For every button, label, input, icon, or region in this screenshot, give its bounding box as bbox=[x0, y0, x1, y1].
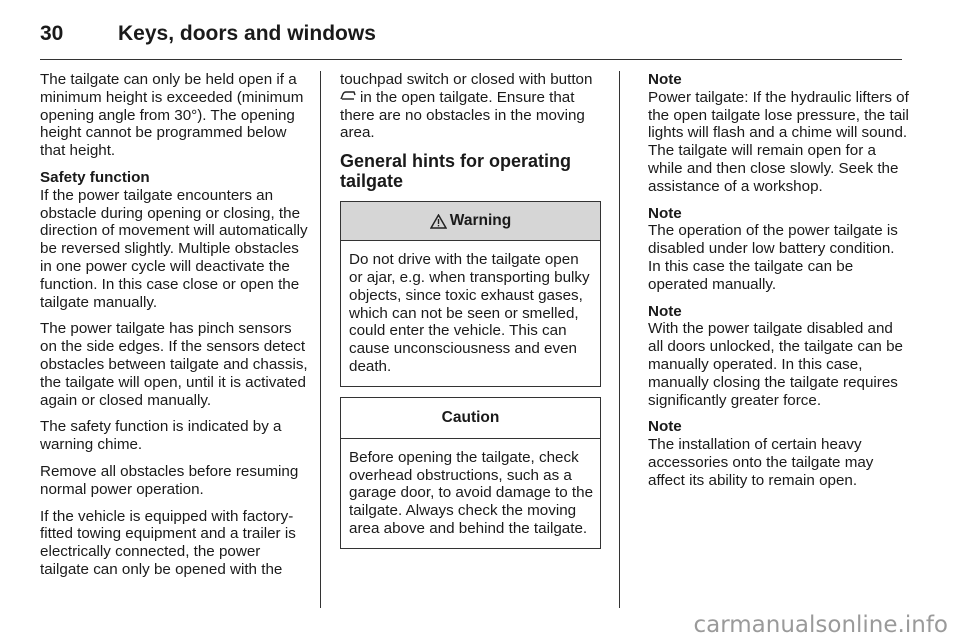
tailgate-button-icon bbox=[340, 89, 356, 107]
caution-box bbox=[340, 397, 601, 549]
paragraph-opening-height: The tailgate can only be held open if a minimum height is exceeded (minimum opening angle from 30°). The opening height cannot be programmed below that height. bbox=[40, 71, 304, 160]
header-divider bbox=[40, 59, 902, 60]
warning-text: Do not drive with the tailgate open or ajar, e.g. when transporting bulky objects, since toxic exhaust gases, which can not be seen or smelled, could enter the vehicle. This can cause unconsciousness and even death. bbox=[349, 251, 590, 376]
warning-box bbox=[340, 201, 601, 387]
note-block bbox=[648, 71, 910, 196]
caution-title: Caution bbox=[441, 408, 500, 426]
section-heading-general-hints: General hints for operating tailgate bbox=[340, 151, 572, 192]
note-text: The operation of the power tailgate is disabled under low battery condition. In this case the tailgate can be operated manually. bbox=[648, 222, 898, 293]
warning-triangle-icon bbox=[430, 214, 447, 229]
paragraph-touchpad bbox=[340, 71, 606, 142]
note-label: Note bbox=[648, 71, 682, 88]
safety-function-text: If the power tailgate encounters an obstacle during opening or closing, the direction of movement will automatically be reversed slightly. Multiple obstacles in one power cycle will deactivate the function. In this case close or open the tailgate manually. bbox=[40, 186, 308, 311]
warning-title: Warning bbox=[449, 212, 512, 230]
paragraph-towing: If the vehicle is equipped with factory-fitted towing equipment and a trailer is electrically connected, the power tailgate can only be opened with the bbox=[40, 507, 296, 578]
column-1 bbox=[40, 71, 308, 588]
paragraph-pinch-sensors: The power tailgate has pinch sensors on the side edges. If the sensors detect obstacles between tailgate and chassis, the tailgate will open, until it is activated again or closed manually. bbox=[40, 320, 308, 409]
note-text: With the power tailgate disabled and all doors unlocked, the tailgate can be manually operated. In this case, manually closing the tailgate requires significantly greater force. bbox=[648, 320, 903, 409]
paragraph-remove-obstacles: Remove all obstacles before resuming normal power operation. bbox=[40, 462, 299, 498]
touchpad-text-b: in the open tailgate. Ensure that there are no obstacles in the moving area. bbox=[340, 88, 585, 142]
column-2 bbox=[340, 71, 606, 559]
column-divider-2 bbox=[619, 71, 620, 608]
note-text: Power tailgate: If the hydraulic lifters of the open tailgate lose pressure, the tail lights will flash and a chime will sound. The tailgate will remain open for a while and then close slowly. Seek the assistance of a workshop. bbox=[648, 88, 909, 195]
paragraph-safety-function bbox=[40, 169, 308, 311]
note-label: Note bbox=[648, 204, 682, 222]
page-number: 30 bbox=[40, 22, 64, 45]
warning-box-header bbox=[341, 202, 600, 241]
watermark: carmanualsonline.info bbox=[693, 612, 948, 638]
column-3 bbox=[648, 71, 910, 499]
note-label: Note bbox=[648, 418, 682, 436]
note-text: The installation of certain heavy accessories onto the tailgate may affect its ability to remain open. bbox=[648, 436, 874, 489]
chapter-title: Keys, doors and windows bbox=[118, 22, 376, 45]
note-label: Note bbox=[648, 302, 682, 320]
paragraph-warning-chime: The safety function is indicated by a warning chime. bbox=[40, 418, 282, 454]
page-header bbox=[40, 14, 920, 54]
note-block bbox=[648, 303, 910, 410]
column-divider-1 bbox=[320, 71, 321, 608]
caution-box-header bbox=[341, 398, 600, 439]
note-block bbox=[648, 418, 910, 489]
touchpad-text-a: touchpad switch or closed with button bbox=[340, 71, 593, 88]
safety-function-heading: Safety function bbox=[40, 168, 150, 186]
note-block bbox=[648, 205, 910, 294]
caution-text: Before opening the tailgate, check overhead obstructions, such as a garage door, to avoid damage to the tailgate. Always check the moving area above and behind the tailgate. bbox=[349, 448, 594, 538]
